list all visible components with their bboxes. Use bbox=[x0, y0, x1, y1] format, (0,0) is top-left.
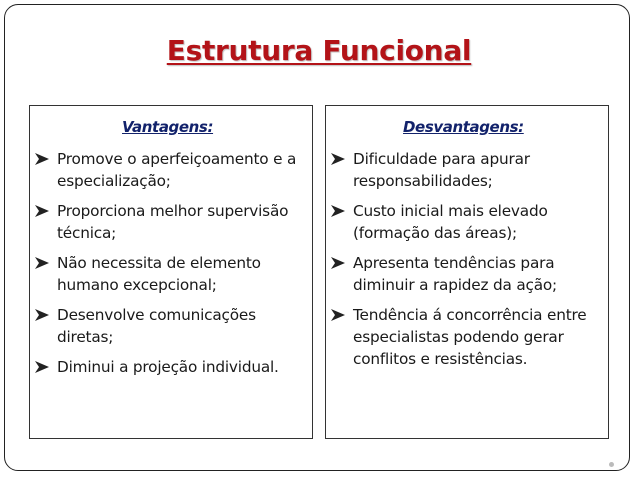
arrowhead-bullet-icon bbox=[35, 153, 49, 165]
disadvantages-panel bbox=[325, 105, 609, 439]
disadvantages-list bbox=[326, 148, 608, 378]
disadvantages-heading: Desvantagens: bbox=[403, 118, 524, 136]
arrowhead-bullet-icon bbox=[331, 153, 345, 165]
arrowhead-bullet-icon bbox=[35, 257, 49, 269]
list-item-text: Proporciona melhor supervisão técnica; bbox=[57, 202, 289, 242]
arrowhead-bullet-icon bbox=[35, 361, 49, 373]
list-item bbox=[30, 304, 312, 348]
list-item bbox=[326, 200, 608, 244]
list-item-text: Desenvolve comunicações diretas; bbox=[57, 306, 256, 346]
list-item bbox=[326, 304, 608, 370]
list-item-text: Tendência á concorrência entre especialistas podendo gerar conflitos e resistências. bbox=[353, 306, 587, 368]
slide-corner-dot bbox=[609, 462, 614, 467]
advantages-heading: Vantagens: bbox=[122, 118, 214, 136]
list-item bbox=[30, 252, 312, 296]
arrowhead-bullet-icon bbox=[35, 309, 49, 321]
list-item bbox=[326, 252, 608, 296]
arrowhead-bullet-icon bbox=[331, 309, 345, 321]
arrowhead-bullet-icon bbox=[331, 257, 345, 269]
advantages-panel bbox=[29, 105, 313, 439]
arrowhead-bullet-icon bbox=[35, 205, 49, 217]
list-item bbox=[30, 200, 312, 244]
list-item-text: Custo inicial mais elevado (formação das áreas); bbox=[353, 202, 548, 242]
list-item-text: Promove o aperfeiçoamento e a especialização; bbox=[57, 150, 297, 190]
advantages-list bbox=[30, 148, 312, 386]
list-item bbox=[30, 148, 312, 192]
list-item-text: Dificuldade para apurar responsabilidades; bbox=[353, 150, 530, 190]
list-item-text: Não necessita de elemento humano excepcional; bbox=[57, 254, 261, 294]
list-item bbox=[326, 148, 608, 192]
slide-title: Estrutura Funcional bbox=[166, 34, 472, 67]
list-item-text: Apresenta tendências para diminuir a rapidez da ação; bbox=[353, 254, 557, 294]
list-item bbox=[30, 356, 312, 378]
arrowhead-bullet-icon bbox=[331, 205, 345, 217]
list-item-text: Diminui a projeção individual. bbox=[57, 358, 279, 376]
